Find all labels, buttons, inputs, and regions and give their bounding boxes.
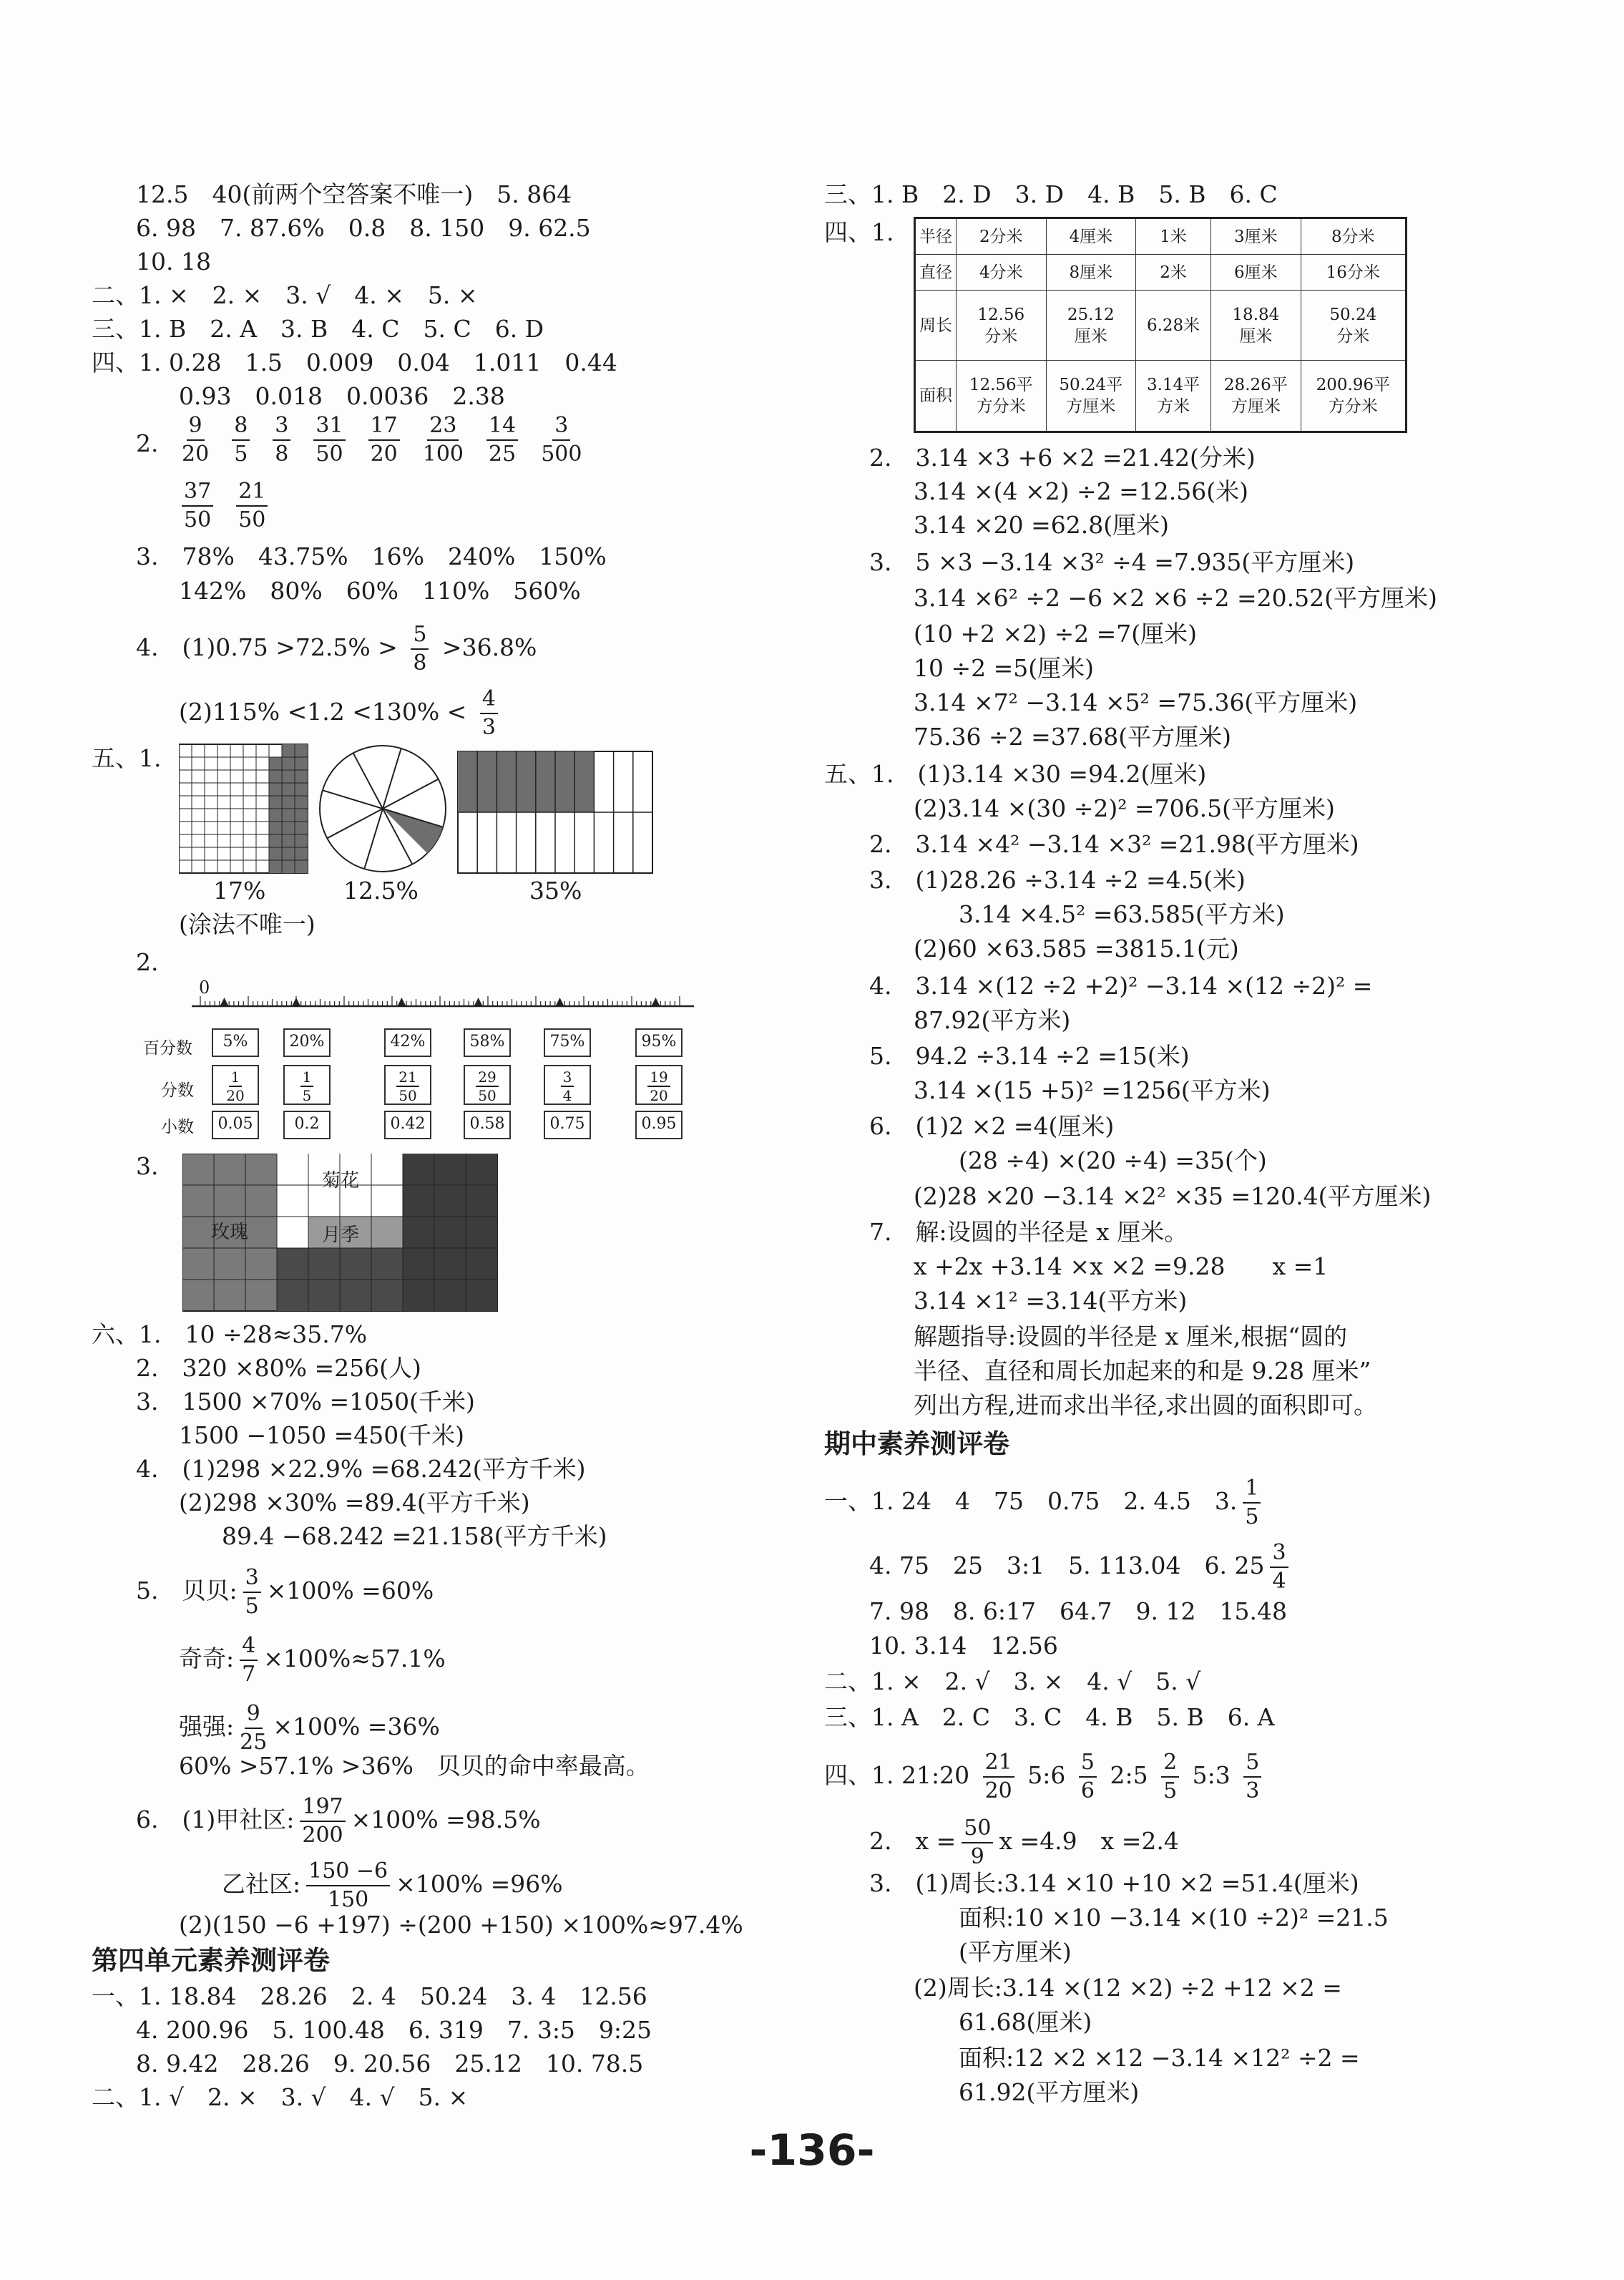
compare-text: >36.8% [441,633,537,661]
answer-line: (2)周长:3.14 ×(12 ×2) ÷2 +12 ×2 = [914,1974,1342,2002]
cell-text: 18.84 [1232,305,1280,324]
numerator: 37 [182,481,213,507]
numerator: 3 [552,415,570,441]
numerator: 2 [1161,1752,1179,1778]
decimal-box: 0.75 [544,1111,591,1139]
number-line [179,973,708,1016]
compare-line [136,624,537,674]
cell-text: 3厘米 [1234,227,1278,246]
cell-text: 2米 [1160,263,1187,282]
q2-label: 2. [136,429,159,457]
fraction [236,481,268,531]
numerator: 3 [273,415,290,441]
calc-line [179,1635,446,1685]
numerator: 9 [187,415,205,441]
denominator: 3 [481,715,496,740]
percent-box: 95% [635,1028,683,1057]
answer-line: 一、1. 18.84 28.26 2. 4 50.24 3. 4 12.56 [92,1982,647,2010]
fraction [182,481,213,531]
answer-line: (2)3.14 ×(30 ÷2)² =706.5(平方厘米) [914,794,1335,822]
answer-line: 三、1. B 2. D 3. D 4. B 5. B 6. C [824,180,1278,208]
figure-caption: 12.5% [343,877,419,905]
row-header: 面积 [915,361,957,432]
note: (涂法不唯一) [179,910,315,938]
section-label: 五、1. [92,744,162,772]
decimal-box: 0.58 [464,1111,511,1139]
cell-text: 200.96平 [1316,376,1391,395]
fraction [480,688,498,739]
denominator: 5 [234,442,248,467]
denominator: 50 [478,1087,497,1104]
answer-line: 3.14 ×(15 +5)² =1256(平方米) [914,1076,1271,1104]
calc-text: 5. 贝贝: [136,1577,238,1604]
cell-text: 50.24 [1329,305,1377,324]
answer-line: 4. (1)298 ×22.9% =68.242(平方千米) [136,1455,586,1483]
fraction [313,415,345,465]
answer-line: 6. (1)2 ×2 =4(厘米) [869,1112,1115,1140]
calc-text: 乙社区: [222,1870,301,1898]
table-row [915,291,1407,361]
table-cell [1301,218,1406,255]
value-marker [474,998,483,1006]
fraction [647,1068,670,1104]
answer-line: 61.92(平方厘米) [959,2078,1140,2106]
table-cell [1136,291,1211,361]
answer-line: 142% 80% 60% 110% 560% [179,577,581,605]
calc-text: ×100% =36% [273,1713,440,1740]
denominator: 5 [245,1594,259,1619]
cell-text: 16分米 [1326,263,1380,282]
fraction [226,1068,244,1104]
table-cell [957,291,1047,361]
section-label: 四、1. [824,218,894,246]
figure-caption: 35% [529,877,582,905]
table-cell [1136,218,1211,255]
answer-line: 半径、直径和周长加起来的和是 9.28 厘米” [914,1357,1371,1385]
row-label: 百分数 [143,1039,192,1058]
fraction-row [170,415,593,465]
table-cell [1301,255,1406,291]
table-cell [957,361,1047,432]
answer-line: 7. 解:设圆的半径是 x 厘米。 [869,1218,1188,1246]
calc-text: ×100%≈57.1% [263,1645,446,1672]
cell-text: 28.26平 [1223,376,1288,395]
denominator: 4 [562,1087,572,1104]
table-cell [957,255,1047,291]
answer-text: 4. 75 25 3:1 5. 113.04 6. 25 [869,1551,1265,1579]
cell-text: 厘米 [1074,326,1107,346]
answer-line: 10. 18 [136,248,211,276]
answer-line: 2. 3.14 ×4² −3.14 ×3² =21.98(平方厘米) [869,830,1359,858]
section-title: 期中素养测评卷 [824,1428,1009,1459]
answer-line: 3.14 ×(4 ×2) ÷2 =12.56(米) [914,477,1248,505]
percent-box: 42% [384,1028,431,1057]
denominator: 5 [1245,1504,1259,1529]
page-number: -136- [749,2125,875,2176]
answer-line: 3. 5 ×3 −3.14 ×3² ÷4 =7.935(平方厘米) [869,548,1355,576]
denominator: 20 [984,1778,1012,1803]
numerator: 197 [300,1796,345,1822]
answer-line: 面积:10 ×10 −3.14 ×(10 ÷2)² =21.5 [959,1904,1389,1931]
cell-text: 方厘米 [1066,397,1116,416]
answer-line: 二、1. √ 2. × 3. √ 4. √ 5. × [92,2083,469,2111]
table-cell [1046,255,1136,291]
table-cell [1136,361,1211,432]
cell-text: 8厘米 [1069,263,1113,282]
numerator: 21 [236,481,268,507]
cell-text: 2分米 [979,227,1023,246]
table-cell [1301,361,1406,432]
row-label: 小数 [161,1118,194,1136]
table-row [915,361,1407,432]
flower-label: 玫瑰 [211,1222,249,1243]
answer-line: 3.14 ×20 =62.8(厘米) [914,511,1169,539]
answer-line: 4. 3.14 ×(12 ÷2 +2)² −3.14 ×(12 ÷2)² = [869,972,1373,1000]
section-title: 第四单元素养测评卷 [92,1945,330,1976]
table-cell [1136,255,1211,291]
answer-line: (2)60 ×63.585 =3815.1(元) [914,935,1239,963]
flower-label: 菊花 [322,1170,360,1192]
table-cell [1301,291,1406,361]
numerator: 5 [1079,1752,1097,1778]
cell-text: 6.28米 [1146,316,1200,335]
shading-figures [179,741,665,884]
answer-line: 87.92(平方米) [914,1006,1071,1034]
answer-text: 一、1. 24 4 75 0.75 2. 4.5 3. [824,1487,1238,1515]
answer-line: 解题指导:设圆的半径是 x 厘米,根据“圆的 [914,1322,1348,1350]
table-cell [1211,361,1301,432]
table-cell [1211,218,1301,255]
answer-text: 5:3 [1192,1761,1231,1789]
fraction [411,624,429,674]
table-cell [1046,218,1136,255]
answer-line: 60% >57.1% >36% 贝贝的命中率最高。 [179,1752,650,1780]
fraction [300,1068,314,1104]
denominator: 50 [315,442,343,467]
answer-line: 六、1. 10 ÷28≈35.7% [92,1320,368,1348]
figure-caption: 17% [213,877,266,905]
answer-line [869,1818,1179,1868]
percent-box: 5% [212,1028,259,1057]
table-row [915,218,1407,255]
answer-line: 2. 3.14 ×3 +6 ×2 =21.42(分米) [869,444,1256,472]
flower-label: 月季 [322,1224,360,1246]
cell-text: 6厘米 [1234,263,1278,282]
answer-line: 8. 9.42 28.26 9. 20.56 25.12 10. 78.5 [136,2050,644,2077]
row-header: 周长 [915,291,957,361]
cell-text: 1米 [1160,227,1187,246]
calc-line [179,1703,440,1753]
table-cell [1046,291,1136,361]
answer-line: 列出方程,进而求出半径,求出圆的面积即可。 [914,1391,1377,1419]
decimal-box: 0.2 [283,1111,331,1139]
percent-box: 20% [283,1028,331,1057]
fraction [306,1858,390,1912]
compare-text: (2)115% <1.2 <130% < [179,698,467,726]
answer-text: 2. x = [869,1827,957,1855]
answer-line: (2)298 ×30% =89.4(平方千米) [179,1489,530,1516]
answer-line: 3. 1500 ×70% =1050(千米) [136,1388,475,1416]
numerator: 14 [486,415,518,441]
fraction [486,415,518,465]
denominator: 50 [238,507,266,532]
calc-text: ×100% =98.5% [351,1806,541,1833]
denominator: 20 [226,1087,245,1104]
answer-line: 61.68(厘米) [959,2008,1092,2036]
cell-text: 方厘米 [1231,397,1281,416]
answer-line: (28 ÷4) ×(20 ÷4) =35(个) [959,1146,1267,1174]
calc-text: 奇奇: [179,1645,235,1672]
answer-line: 二、1. × 2. √ 3. × 4. √ 5. √ [824,1667,1201,1695]
denominator: 150 [328,1887,369,1912]
value-marker [556,998,564,1006]
answer-line [824,1752,1267,1802]
numerator: 1 [300,1068,314,1087]
numerator: 31 [313,415,345,441]
answer-line: 3.14 ×7² −3.14 ×5² =75.36(平方厘米) [914,688,1358,716]
fraction [541,415,582,465]
cell-text: 50.24平 [1059,376,1123,395]
row-header: 半径 [915,218,957,255]
table-cell [1046,361,1136,432]
numerator: 5 [411,624,429,650]
value-marker [397,998,406,1006]
cell-text: 分米 [984,326,1018,346]
denominator: 5 [302,1087,312,1104]
q3-label: 3. [136,1152,159,1180]
denominator: 100 [422,442,464,467]
cell-text: 方米 [1157,397,1190,416]
numerator: 8 [232,415,250,441]
cell-text: 4分米 [979,263,1023,282]
denominator: 25 [489,442,517,467]
denominator: 8 [413,651,427,676]
value-marker [220,998,229,1006]
numerator: 29 [476,1068,498,1087]
fraction [243,1567,261,1617]
answer-line: (2)(150 −6 +197) ÷(200 +150) ×100%≈97.4% [179,1911,743,1939]
fraction [240,1703,267,1753]
fraction-box [384,1065,431,1105]
denominator: 5 [1163,1778,1178,1803]
answer-line: 三、1. B 2. A 3. B 4. C 5. C 6. D [92,315,544,343]
grid-20 [458,751,652,873]
compare-line [179,688,504,739]
cell-text: 分米 [1336,326,1370,346]
table-cell [1211,291,1301,361]
table-cell [1211,255,1301,291]
fraction-box [544,1065,591,1105]
answer-line: 6. 98 7. 87.6% 0.8 8. 150 9. 62.5 [136,214,591,242]
numerator: 23 [427,415,459,441]
answer-line: 3. 78% 43.75% 16% 240% 150% [136,542,607,570]
denominator: 8 [275,442,289,467]
fraction [1270,1542,1288,1592]
numerator: 3 [243,1567,261,1593]
denominator: 20 [650,1087,668,1104]
decimal-box: 0.95 [635,1111,683,1139]
answer-line [869,1542,1294,1592]
numerator: 3 [1270,1542,1288,1568]
fraction [1243,1752,1261,1802]
fraction [423,415,464,465]
cell-text: 厘米 [1239,326,1273,346]
fraction [1243,1478,1261,1528]
answer-line: 7. 98 8. 6:17 64.7 9. 12 15.48 [869,1597,1287,1625]
table-cell [957,218,1047,255]
fraction-box [212,1065,259,1105]
calc-line [222,1858,563,1912]
numerator: 50 [962,1818,993,1843]
fraction-row [170,481,279,531]
value-marker [292,998,300,1006]
answer-line: 3.14 ×1² =3.14(平方米) [914,1287,1188,1315]
circle-table [914,217,1407,433]
denominator: 200 [302,1823,343,1848]
numerator: 19 [647,1068,670,1087]
value-marker [652,998,660,1006]
answer-line: 0.93 0.018 0.0036 2.38 [179,382,505,410]
numerator: 5 [1243,1752,1261,1778]
answer-line [824,1478,1266,1528]
answer-line: 12.5 40(前两个空答案不唯一) 5. 864 [136,180,572,208]
fraction [240,1635,258,1685]
fraction [300,1796,345,1846]
calc-text: 6. (1)甲社区: [136,1806,295,1833]
fraction [368,415,400,465]
answer-line: 二、1. × 2. × 3. √ 4. × 5. × [92,281,478,309]
denominator: 50 [184,507,212,532]
denominator: 20 [370,442,398,467]
answer-line: 3.14 ×6² ÷2 −6 ×2 ×6 ÷2 =20.52(平方厘米) [914,584,1437,612]
numerator: 4 [240,1635,258,1661]
answer-line: 3. (1)周长:3.14 ×10 +10 ×2 =51.4(厘米) [869,1869,1359,1897]
cell-text: 12.56 [977,305,1025,324]
answer-line: 三、1. A 2. C 3. C 4. B 5. B 6. A [824,1703,1275,1731]
numerator: 21 [396,1068,419,1087]
fraction [561,1068,574,1104]
answer-line: 89.4 −68.242 =21.158(平方千米) [222,1522,607,1550]
answer-line: 4. 200.96 5. 100.48 6. 319 7. 3:5 9:25 [136,2016,652,2044]
percent-box: 58% [464,1028,511,1057]
numerator: 4 [480,688,498,714]
cell-text: 方分米 [1328,397,1378,416]
fraction-box [464,1065,511,1105]
grid-100 [179,744,308,873]
fraction [983,1752,1014,1802]
calc-line [136,1567,434,1617]
denominator: 3 [1246,1778,1260,1803]
answer-line: 3. (1)28.26 ÷3.14 ÷2 =4.5(米) [869,866,1246,894]
cell-text: 4厘米 [1069,227,1113,246]
numerator: 21 [983,1752,1014,1778]
denominator: 4 [1272,1569,1286,1594]
decimal-box: 0.42 [384,1111,431,1139]
numerator: 1 [1243,1478,1261,1504]
percent-box: 75% [544,1028,591,1057]
calc-text: ×100% =96% [396,1870,563,1898]
numerator: 9 [245,1703,263,1729]
row-label: 分数 [161,1081,194,1100]
answer-text: 四、1. 21:20 [824,1761,970,1789]
number-line-zero: 0 [199,978,210,998]
denominator: 6 [1080,1778,1095,1803]
compare-text: 4. (1)0.75 >72.5% > [136,633,398,661]
denominator: 25 [240,1730,268,1755]
answer-line: (10 +2 ×2) ÷2 =7(厘米) [914,620,1198,648]
cell-text: 方分米 [976,397,1026,416]
numerator: 150 −6 [306,1861,390,1886]
pie-circle [320,746,446,872]
calc-text: ×100% =60% [266,1577,434,1604]
fraction [396,1068,419,1104]
fraction [232,415,250,465]
numerator: 1 [229,1068,243,1087]
answer-text: 2:5 [1110,1761,1148,1789]
answer-line: (2)28 ×20 −3.14 ×2² ×35 =120.4(平方厘米) [914,1182,1432,1210]
numerator: 17 [368,415,400,441]
fraction [476,1068,498,1104]
fraction [273,415,290,465]
answer-line: x +2x +3.14 ×x ×2 =9.28 x =1 [914,1252,1329,1280]
fraction-box [635,1065,683,1105]
answer-line: 75.36 ÷2 =37.68(平方厘米) [914,723,1231,751]
fraction [1161,1752,1179,1802]
fraction [962,1818,993,1868]
answer-text: 5:6 [1027,1761,1066,1789]
answer-line: 2. 320 ×80% =256(人) [136,1354,421,1382]
calc-line [136,1796,541,1846]
denominator: 20 [182,442,210,467]
cell-text: 3.14平 [1146,376,1200,395]
q2-label: 2. [136,948,159,976]
denominator: 500 [541,442,582,467]
cell-text: 12.56平 [969,376,1033,395]
answer-text: x =4.9 x =2.4 [999,1827,1179,1855]
calc-text: 强强: [179,1713,235,1740]
denominator: 9 [970,1844,984,1869]
denominator: 50 [398,1087,417,1104]
decimal-box: 0.05 [212,1111,259,1139]
answer-line: 四、1. 0.28 1.5 0.009 0.04 1.011 0.44 [92,349,617,376]
fraction [182,415,209,465]
cell-text: 25.12 [1067,305,1115,324]
answer-line: 10 ÷2 =5(厘米) [914,654,1095,682]
fraction-box [283,1065,331,1105]
numerator: 3 [561,1068,574,1087]
answer-line: 五、1. (1)3.14 ×30 =94.2(厘米) [824,760,1207,788]
answer-line: (平方厘米) [959,1938,1072,1966]
table-row [915,255,1407,291]
answer-line: 1500 −1050 =450(千米) [179,1421,464,1449]
denominator: 7 [242,1662,256,1687]
cell-text: 8分米 [1331,227,1375,246]
answer-line: 5. 94.2 ÷3.14 ÷2 =15(米) [869,1042,1190,1070]
fraction [1079,1752,1097,1802]
answer-line: 3.14 ×4.5² =63.585(平方米) [959,900,1285,928]
row-header: 直径 [915,255,957,291]
answer-line: 10. 3.14 12.56 [869,1632,1058,1660]
answer-line: 面积:12 ×2 ×12 −3.14 ×12² ÷2 = [959,2044,1360,2072]
